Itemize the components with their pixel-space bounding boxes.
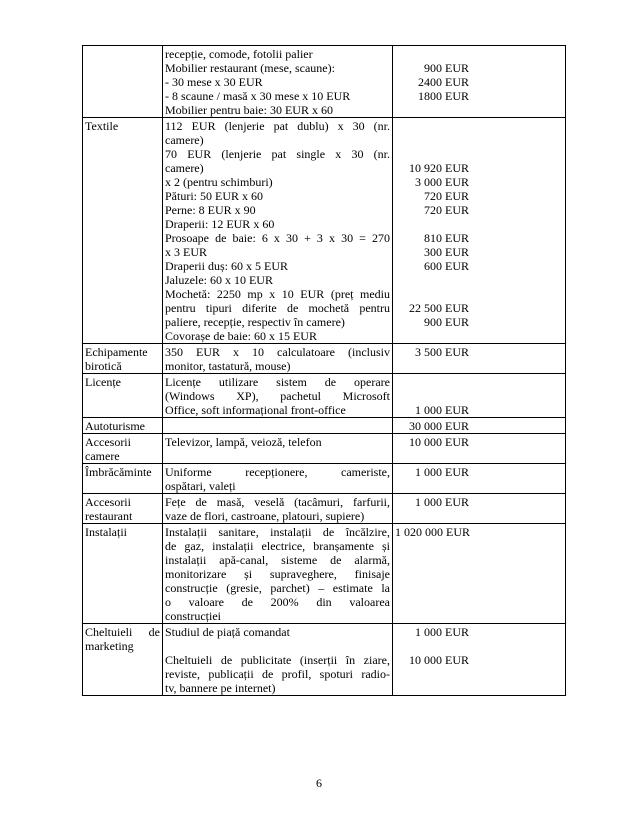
description-line: Jaluzele: 60 x 10 EUR: [165, 273, 273, 287]
table-row: [83, 46, 566, 118]
category-label: birotică: [85, 359, 122, 373]
description-line: 350 EUR x 10 calculatoare (inclusiv: [165, 345, 390, 359]
description-line: Licențe utilizare sistem de operare: [165, 375, 390, 389]
description-line: reviste, publicații de profil, spoturi radio-: [165, 667, 390, 681]
table-row: [83, 118, 566, 344]
description-line: Pături: 50 EUR x 60: [165, 189, 263, 203]
amount-value: [395, 47, 469, 61]
category-label: Textile: [85, 119, 119, 133]
amount-value: 300 EUR: [424, 245, 469, 259]
category-cell: [83, 624, 163, 696]
description-line: recepție, comode, fotolii palier: [165, 47, 313, 61]
description-cell: [163, 118, 393, 344]
amount-value: [395, 329, 469, 343]
amount-value: [395, 375, 469, 389]
amount-value: [395, 287, 469, 301]
amount-cell: [393, 46, 566, 118]
amount-cell: [393, 464, 566, 494]
description-line: Cheltuieli de publicitate (inserții în ziare,: [165, 653, 390, 667]
table-row: [83, 494, 566, 524]
table-row: [83, 418, 566, 434]
budget-table: [82, 45, 566, 696]
description-cell: [163, 374, 393, 418]
amount-value: 30 000 EUR: [409, 419, 469, 433]
description-cell: [163, 344, 393, 374]
description-line: ospătari, valeți: [165, 479, 236, 493]
amount-value: 720 EUR: [424, 189, 469, 203]
category-label: Echipamente: [85, 345, 148, 359]
amount-value: 10 920 EUR: [409, 161, 469, 175]
category-label: Instalații: [85, 525, 127, 539]
amount-value: 720 EUR: [424, 203, 469, 217]
amount-value: 10 000 EUR: [409, 653, 469, 667]
description-line: Mobilier pentru baie: 30 EUR x 60: [165, 103, 333, 117]
description-line: Fețe de masă, veselă (tacâmuri, farfurii,: [165, 495, 390, 509]
amount-value: 1 000 EUR: [415, 495, 469, 509]
description-line: construcției: [165, 609, 221, 623]
budget-table-body: [83, 46, 566, 696]
amount-value: 900 EUR: [424, 61, 469, 75]
description-line: o valoare de 200% din valoarea: [165, 595, 390, 609]
description-line: Draperii: 12 EUR x 60: [165, 217, 275, 231]
category-cell: [83, 464, 163, 494]
description-line: Covorașe de baie: 60 x 15 EUR: [165, 329, 317, 343]
amount-cell: [393, 434, 566, 464]
amount-cell: [393, 494, 566, 524]
amount-value: 1 000 EUR: [415, 465, 469, 479]
amount-cell: [393, 624, 566, 696]
amount-value: 810 EUR: [424, 231, 469, 245]
description-line: Draperii duș: 60 x 5 EUR: [165, 259, 288, 273]
amount-value: 1 000 EUR: [415, 625, 469, 639]
description-line: paliere, recepție, respectiv în camere): [165, 315, 345, 329]
description-line: (Windows XP), pachetul Microsoft: [165, 389, 390, 403]
amount-value: [395, 389, 469, 403]
description-line: Mobilier restaurant (mese, scaune):: [165, 61, 335, 75]
description-line: construcție (gresie, parchet) – estimate la: [165, 581, 390, 595]
category-cell: [83, 524, 163, 624]
category-label: Licențe: [85, 375, 121, 389]
description-line: x 2 (pentru schimburi): [165, 175, 273, 189]
amount-cell: [393, 118, 566, 344]
description-line: Instalații sanitare, instalații de încălzire,: [165, 525, 390, 539]
description-line: camere): [165, 161, 204, 175]
amount-value: 10 000 EUR: [409, 435, 469, 449]
category-cell: [83, 494, 163, 524]
amount-value: [395, 147, 469, 161]
category-cell: [83, 344, 163, 374]
category-label: camere: [85, 449, 120, 463]
page-number: 6: [316, 776, 322, 790]
spacer: [165, 639, 390, 653]
description-line: - 8 scaune / masă x 30 mese x 10 EUR: [165, 89, 351, 103]
amount-value: 3 500 EUR: [415, 345, 469, 359]
description-cell: [163, 524, 393, 624]
spacer: [395, 639, 469, 653]
description-line: vaze de flori, castroane, platouri, supiere): [165, 509, 365, 523]
description-cell: [163, 494, 393, 524]
description-line: 70 EUR (lenjerie pat single x 30 (nr.: [165, 147, 390, 161]
amount-value: 1 020 000 EUR: [395, 525, 470, 539]
category-label: Îmbrăcăminte: [85, 465, 152, 479]
description-line: - 30 mese x 30 EUR: [165, 75, 263, 89]
amount-value: [395, 133, 469, 147]
category-cell: [83, 118, 163, 344]
amount-value: 22 500 EUR: [409, 301, 469, 315]
category-cell: [83, 418, 163, 434]
description-line: Mochetă: 2250 mp x 10 EUR (preț mediu: [165, 287, 390, 301]
amount-cell: [393, 374, 566, 418]
category-label: Accesorii: [85, 435, 131, 449]
amount-cell: [393, 418, 566, 434]
amount-value: [395, 359, 469, 373]
amount-value: [395, 217, 469, 231]
table-row: [83, 344, 566, 374]
description-line: de gaz, instalații electrice, branșamente și: [165, 539, 390, 553]
amount-value: [395, 119, 469, 133]
amount-cell: [393, 344, 566, 374]
description-line: pentru tipuri diferite de mochetă pentru: [165, 301, 390, 315]
description-line: Prosoape de baie: 6 x 30 + 3 x 30 = 270: [165, 231, 390, 245]
description-line: Televizor, lampă, veioză, telefon: [165, 435, 322, 449]
table-row: [83, 434, 566, 464]
description-line: camere): [165, 133, 204, 147]
category-label: Cheltuieli de: [85, 625, 160, 639]
amount-cell: [393, 524, 566, 624]
amount-value: 600 EUR: [424, 259, 469, 273]
description-line: x 3 EUR: [165, 245, 207, 259]
table-row: [83, 524, 566, 624]
amount-value: 1800 EUR: [418, 89, 469, 103]
category-cell: [83, 374, 163, 418]
category-label: restaurant: [85, 509, 133, 523]
description-line: 112 EUR (lenjerie pat dublu) x 30 (nr.: [165, 119, 390, 133]
description-line: instalații apă-canal, sisteme de alarmă,: [165, 553, 390, 567]
category-label: Accesorii: [85, 495, 131, 509]
amount-value: 900 EUR: [424, 315, 469, 329]
description-cell: [163, 46, 393, 118]
table-row: [83, 374, 566, 418]
description-cell: [163, 464, 393, 494]
description-cell: [163, 418, 393, 434]
description-line: Studiul de piață comandat: [165, 625, 290, 639]
description-line: monitor, tastatură, mouse): [165, 359, 291, 373]
category-cell: [83, 46, 163, 118]
category-label: marketing: [85, 639, 134, 653]
amount-value: 1 000 EUR: [415, 403, 469, 417]
description-line: monitorizare și supraveghere, finisaje: [165, 567, 390, 581]
table-row: [83, 464, 566, 494]
amount-value: 3 000 EUR: [415, 175, 469, 189]
description-line: Perne: 8 EUR x 90: [165, 203, 256, 217]
table-row: [83, 624, 566, 696]
description-cell: [163, 434, 393, 464]
description-cell: [163, 624, 393, 696]
amount-value: 2400 EUR: [418, 75, 469, 89]
category-cell: [83, 434, 163, 464]
amount-value: [395, 103, 469, 117]
amount-value: [395, 273, 469, 287]
description-line: Uniforme recepționere, cameriste,: [165, 465, 390, 479]
description-line: Office, soft informațional front-office: [165, 403, 346, 417]
category-label: Autoturisme: [85, 419, 145, 433]
description-line: tv, bannere pe internet): [165, 681, 276, 695]
